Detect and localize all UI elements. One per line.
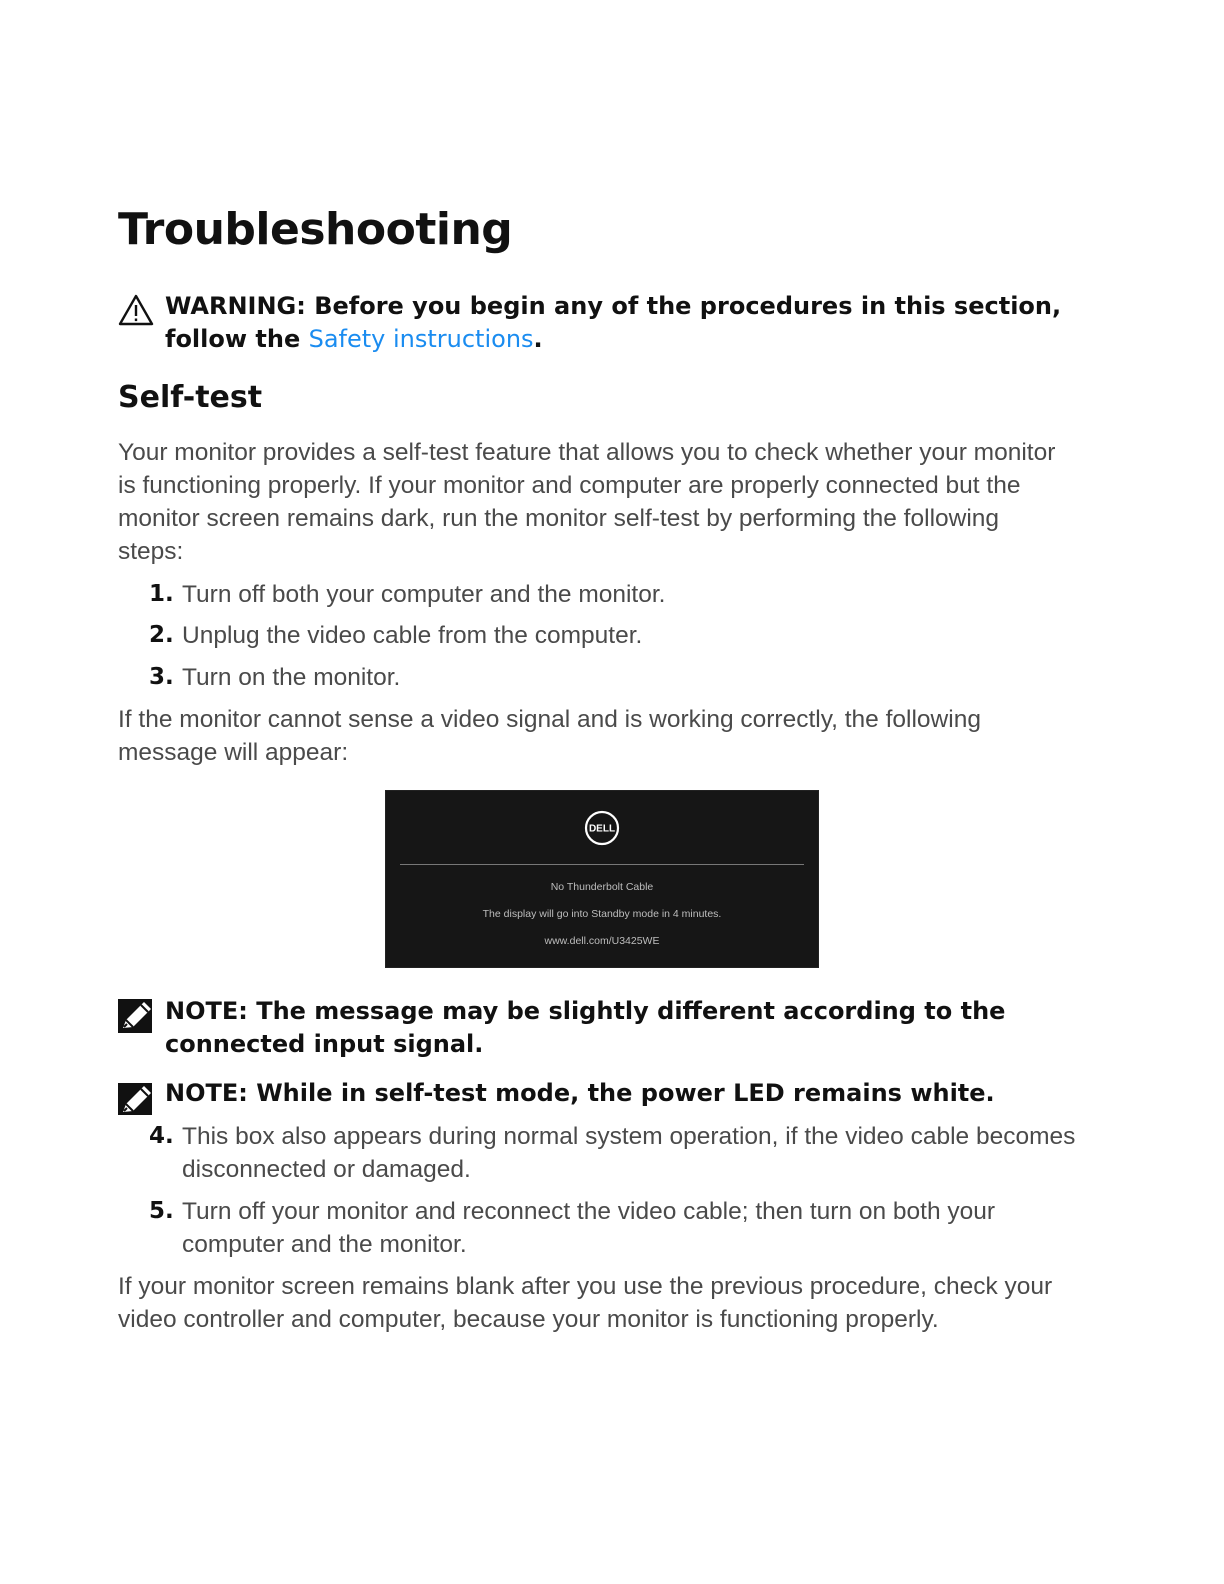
note-text: NOTE: While in self-test mode, the power LED remains white. — [165, 1079, 995, 1107]
warning-trail: . — [533, 325, 543, 353]
list-item — [149, 661, 1079, 694]
list-item — [149, 1120, 1079, 1186]
signal-paragraph: If the monitor cannot sense a video signal and is working correctly, the following message will appear: — [118, 706, 981, 766]
dell-logo-icon — [584, 810, 620, 846]
osd-line-3: www.dell.com/U3425WE — [544, 935, 660, 947]
note-pencil-icon — [118, 1079, 154, 1115]
warning-callout — [118, 290, 1078, 356]
step-text: Turn off both your computer and the monitor. — [182, 581, 666, 608]
osd-divider — [400, 864, 804, 865]
note-callout — [118, 1077, 1078, 1110]
note-callout — [118, 995, 1078, 1061]
list-item — [149, 619, 1079, 652]
osd-line-1: No Thunderbolt Cable — [550, 881, 654, 893]
step-number: 3. — [149, 664, 174, 690]
section-heading-self-test: Self-test — [118, 380, 263, 415]
note-text: NOTE: The message may be slightly different according to the connected input signal. — [165, 997, 1006, 1058]
page-title: Troubleshooting — [118, 204, 513, 255]
warning-lead: WARNING: Before you begin any of the procedures in this section, follow the — [165, 292, 1062, 353]
list-item — [149, 1195, 1079, 1261]
warning-text — [165, 290, 1078, 356]
step-text: Turn off your monitor and reconnect the video cable; then turn on both your computer and the monitor. — [182, 1198, 996, 1258]
step-number: 5. — [149, 1198, 174, 1224]
warning-triangle-icon — [118, 292, 154, 328]
dell-logo-text: DELL — [588, 823, 616, 835]
step-number: 4. — [149, 1123, 174, 1149]
step-number: 2. — [149, 622, 174, 648]
step-text: Unplug the video cable from the computer. — [182, 622, 643, 649]
note-pencil-icon — [118, 997, 154, 1033]
step-text: This box also appears during normal system operation, if the video cable becomes disconnected or damaged. — [182, 1123, 1076, 1183]
intro-paragraph: Your monitor provides a self-test feature that allows you to check whether your monitor is functioning properly. If your monitor and computer are properly connected but the monitor screen remains dark, run the monitor self-test by performing the following steps: — [118, 439, 1056, 565]
safety-instructions-link[interactable]: Safety instructions — [308, 325, 534, 353]
step-text: Turn on the monitor. — [182, 664, 401, 691]
step-number: 1. — [149, 581, 174, 607]
list-item — [149, 578, 1079, 611]
closing-paragraph: If your monitor screen remains blank after you use the previous procedure, check your video controller and computer, because your monitor is functioning properly. — [118, 1273, 1053, 1333]
osd-message-screenshot — [385, 790, 819, 968]
osd-line-2: The display will go into Standby mode in 4 minutes. — [482, 908, 722, 920]
